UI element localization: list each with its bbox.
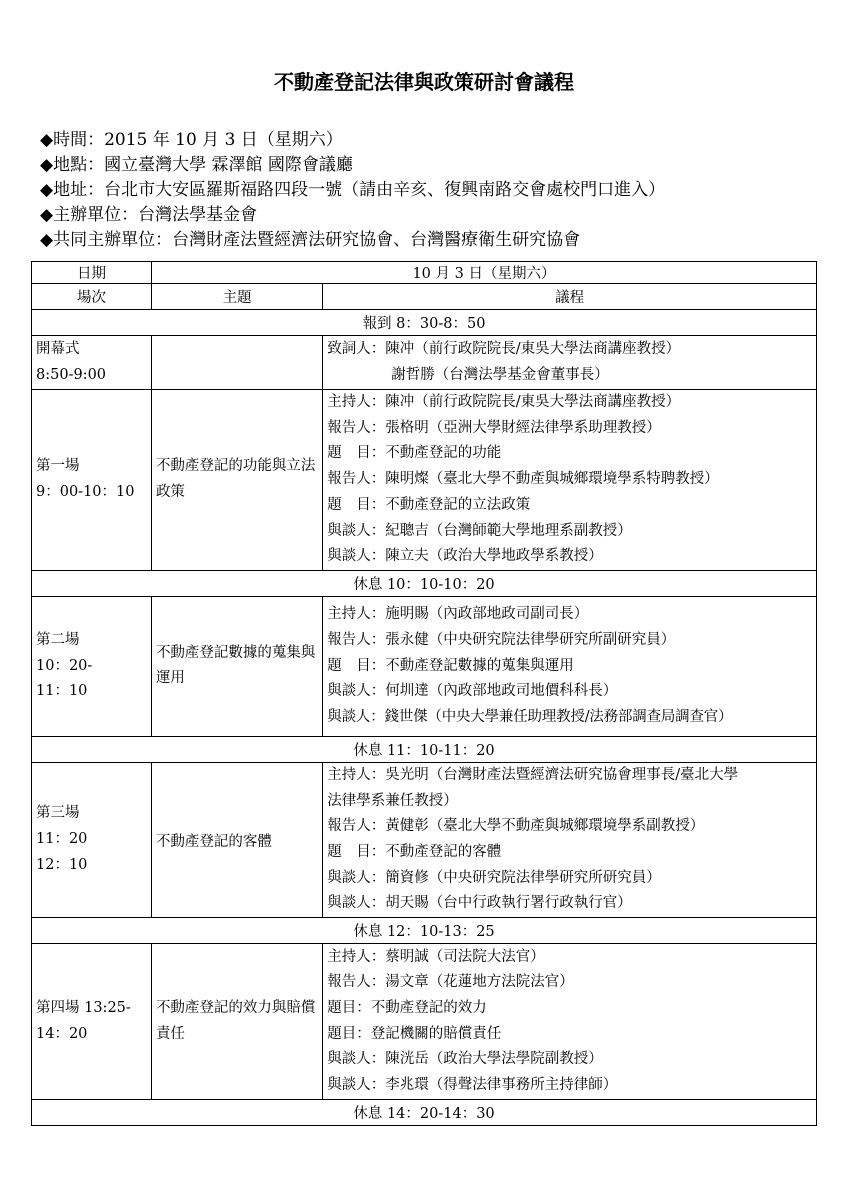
info-venue: ◆地點：國立臺灣大學 霖澤館 國際會議廳	[40, 155, 353, 175]
col-header-topic: 主題	[151, 284, 322, 310]
date-label: 日期	[32, 262, 152, 284]
agenda-line: 主持人：蔡明誠（司法院大法官）	[327, 948, 545, 965]
session2-topic	[151, 596, 322, 736]
opening-session-cell	[32, 336, 152, 390]
session1-topic	[151, 390, 322, 571]
info-co-organizers: ◆共同主辦單位：台灣財產法暨經濟法研究協會、台灣醫療衛生研究協會	[40, 230, 581, 250]
agenda-line: 報告人：張格明（亞洲大學財經法律學系助理教授）	[327, 419, 661, 436]
date-value: 10 月 3 日（星期六）	[151, 262, 816, 284]
session4-time: 14：20	[36, 1025, 88, 1042]
break2-text: 休息 11：10-11：20	[32, 736, 817, 762]
header-row	[32, 284, 817, 310]
agenda-line: 謝哲勝（台灣法學基金會董事長）	[391, 366, 609, 383]
opening-time: 8:50-9:00	[36, 366, 107, 383]
opening-topic-cell	[151, 336, 322, 390]
session3-time-start: 11：20	[36, 831, 88, 848]
registration-row	[32, 310, 817, 336]
agenda-line: 法律學系兼任教授）	[327, 792, 458, 809]
session2-topic-text: 不動產登記數據的蒐集與運用	[155, 644, 316, 687]
session4-topic	[151, 944, 322, 1100]
agenda-line: 報告人：湯文章（花蓮地方法院法官）	[327, 974, 574, 991]
break1-row	[32, 570, 817, 596]
agenda-line: 報告人：陳明燦（臺北大學不動產與城鄉環境學系特聘教授）	[327, 471, 719, 488]
break4-row	[32, 1100, 817, 1126]
col-header-agenda: 議程	[323, 284, 817, 310]
agenda-table	[31, 261, 817, 1126]
session1-row	[32, 390, 817, 571]
agenda-line: 致詞人：陳冲（前行政院院長/東吳大學法商講座教授）	[327, 340, 681, 357]
info-time: ◆時間：2015 年 10 月 3 日（星期六）	[40, 130, 343, 150]
session2-time-end: 11：10	[36, 683, 88, 700]
registration-text: 報到 8：30-8：50	[32, 310, 817, 336]
session1-time: 9：00-10：10	[36, 483, 135, 500]
session2-row	[32, 596, 817, 736]
break2-row	[32, 736, 817, 762]
agenda-line: 題 目：不動產登記的客體	[327, 844, 502, 861]
agenda-line: 題 目：不動產登記數據的蒐集與運用	[327, 657, 574, 674]
col-header-session: 場次	[32, 284, 152, 310]
session3-cell	[32, 762, 152, 917]
date-row	[32, 262, 817, 284]
agenda-line: 主持人：施明賜（內政部地政司副司長）	[327, 606, 589, 623]
agenda-line: 與談人：何圳達（內政部地政司地價科科長）	[327, 683, 618, 700]
agenda-line: 與談人：陳洸岳（政治大學法學院副教授）	[327, 1051, 603, 1068]
agenda-line: 題目：登記機關的賠償責任	[327, 1025, 502, 1042]
agenda-line: 題 目：不動產登記的立法政策	[327, 496, 531, 513]
session4-topic-text: 不動產登記的效力與賠償責任	[155, 999, 316, 1042]
session3-agenda-cell	[323, 762, 817, 917]
session1-topic-text: 不動產登記的功能與立法政策	[155, 458, 316, 500]
agenda-line: 題 目：不動產登記的功能	[327, 445, 502, 462]
agenda-line: 主持人：吳光明（台灣財產法暨經濟法研究協會理事長/臺北大學	[327, 766, 739, 783]
break1-text: 休息 10：10-10：20	[32, 570, 817, 596]
agenda-line: 主持人：陳冲（前行政院院長/東吳大學法商講座教授）	[327, 394, 681, 410]
page-title: 不動產登記法律與政策研討會議程	[274, 70, 574, 94]
break3-text: 休息 12：10-13：25	[32, 918, 817, 944]
agenda-line: 題目：不動產登記的效力	[327, 999, 487, 1016]
session1-cell	[32, 390, 152, 571]
session2-cell	[32, 596, 152, 736]
session4-agenda-cell	[323, 944, 817, 1100]
agenda-line: 與談人：陳立夫（政治大學地政學系教授）	[327, 548, 603, 565]
opening-agenda-cell	[323, 336, 817, 390]
opening-name: 開幕式	[36, 340, 80, 357]
session3-row	[32, 762, 817, 917]
session2-time-start: 10：20-	[36, 657, 93, 674]
info-organizer: ◆主辦單位：台灣法學基金會	[40, 205, 258, 225]
session2-name: 第二場	[36, 631, 80, 648]
session4-name: 第四場 13:25-	[36, 999, 131, 1016]
agenda-line: 與談人：李兆環（得聲法律事務所主持律師）	[327, 1077, 618, 1094]
info-address: ◆地址：台北市大安區羅斯福路四段一號（請由辛亥、復興南路交會處校門口進入）	[40, 180, 666, 200]
agenda-line: 與談人：胡天賜（台中行政執行署行政執行官）	[327, 895, 632, 912]
session1-name: 第一場	[36, 458, 80, 475]
break3-row	[32, 918, 817, 944]
session3-topic	[151, 762, 322, 917]
session3-time-end: 12：10	[36, 856, 88, 873]
opening-row	[32, 336, 817, 390]
session1-agenda-cell	[323, 390, 817, 571]
session3-name: 第三場	[36, 805, 80, 822]
session3-topic-text: 不動產登記的客體	[155, 833, 272, 850]
event-info	[40, 128, 665, 253]
session4-cell	[32, 944, 152, 1100]
agenda-line: 與談人：簡資修（中央研究院法律學研究所研究員）	[327, 869, 661, 886]
break4-text: 休息 14：20-14：30	[32, 1100, 817, 1126]
agenda-line: 報告人：黃健彰（臺北大學不動產與城鄉環境學系副教授）	[327, 818, 705, 835]
session2-agenda-cell	[323, 596, 817, 736]
agenda-line: 與談人：錢世傑（中央大學兼任助理教授/法務部調查局調查官）	[327, 708, 733, 725]
agenda-line: 報告人：張永健（中央研究院法律學研究所副研究員）	[327, 631, 676, 648]
session4-row	[32, 944, 817, 1100]
agenda-line: 與談人：紀聰吉（台灣師範大學地理系副教授）	[327, 522, 632, 539]
